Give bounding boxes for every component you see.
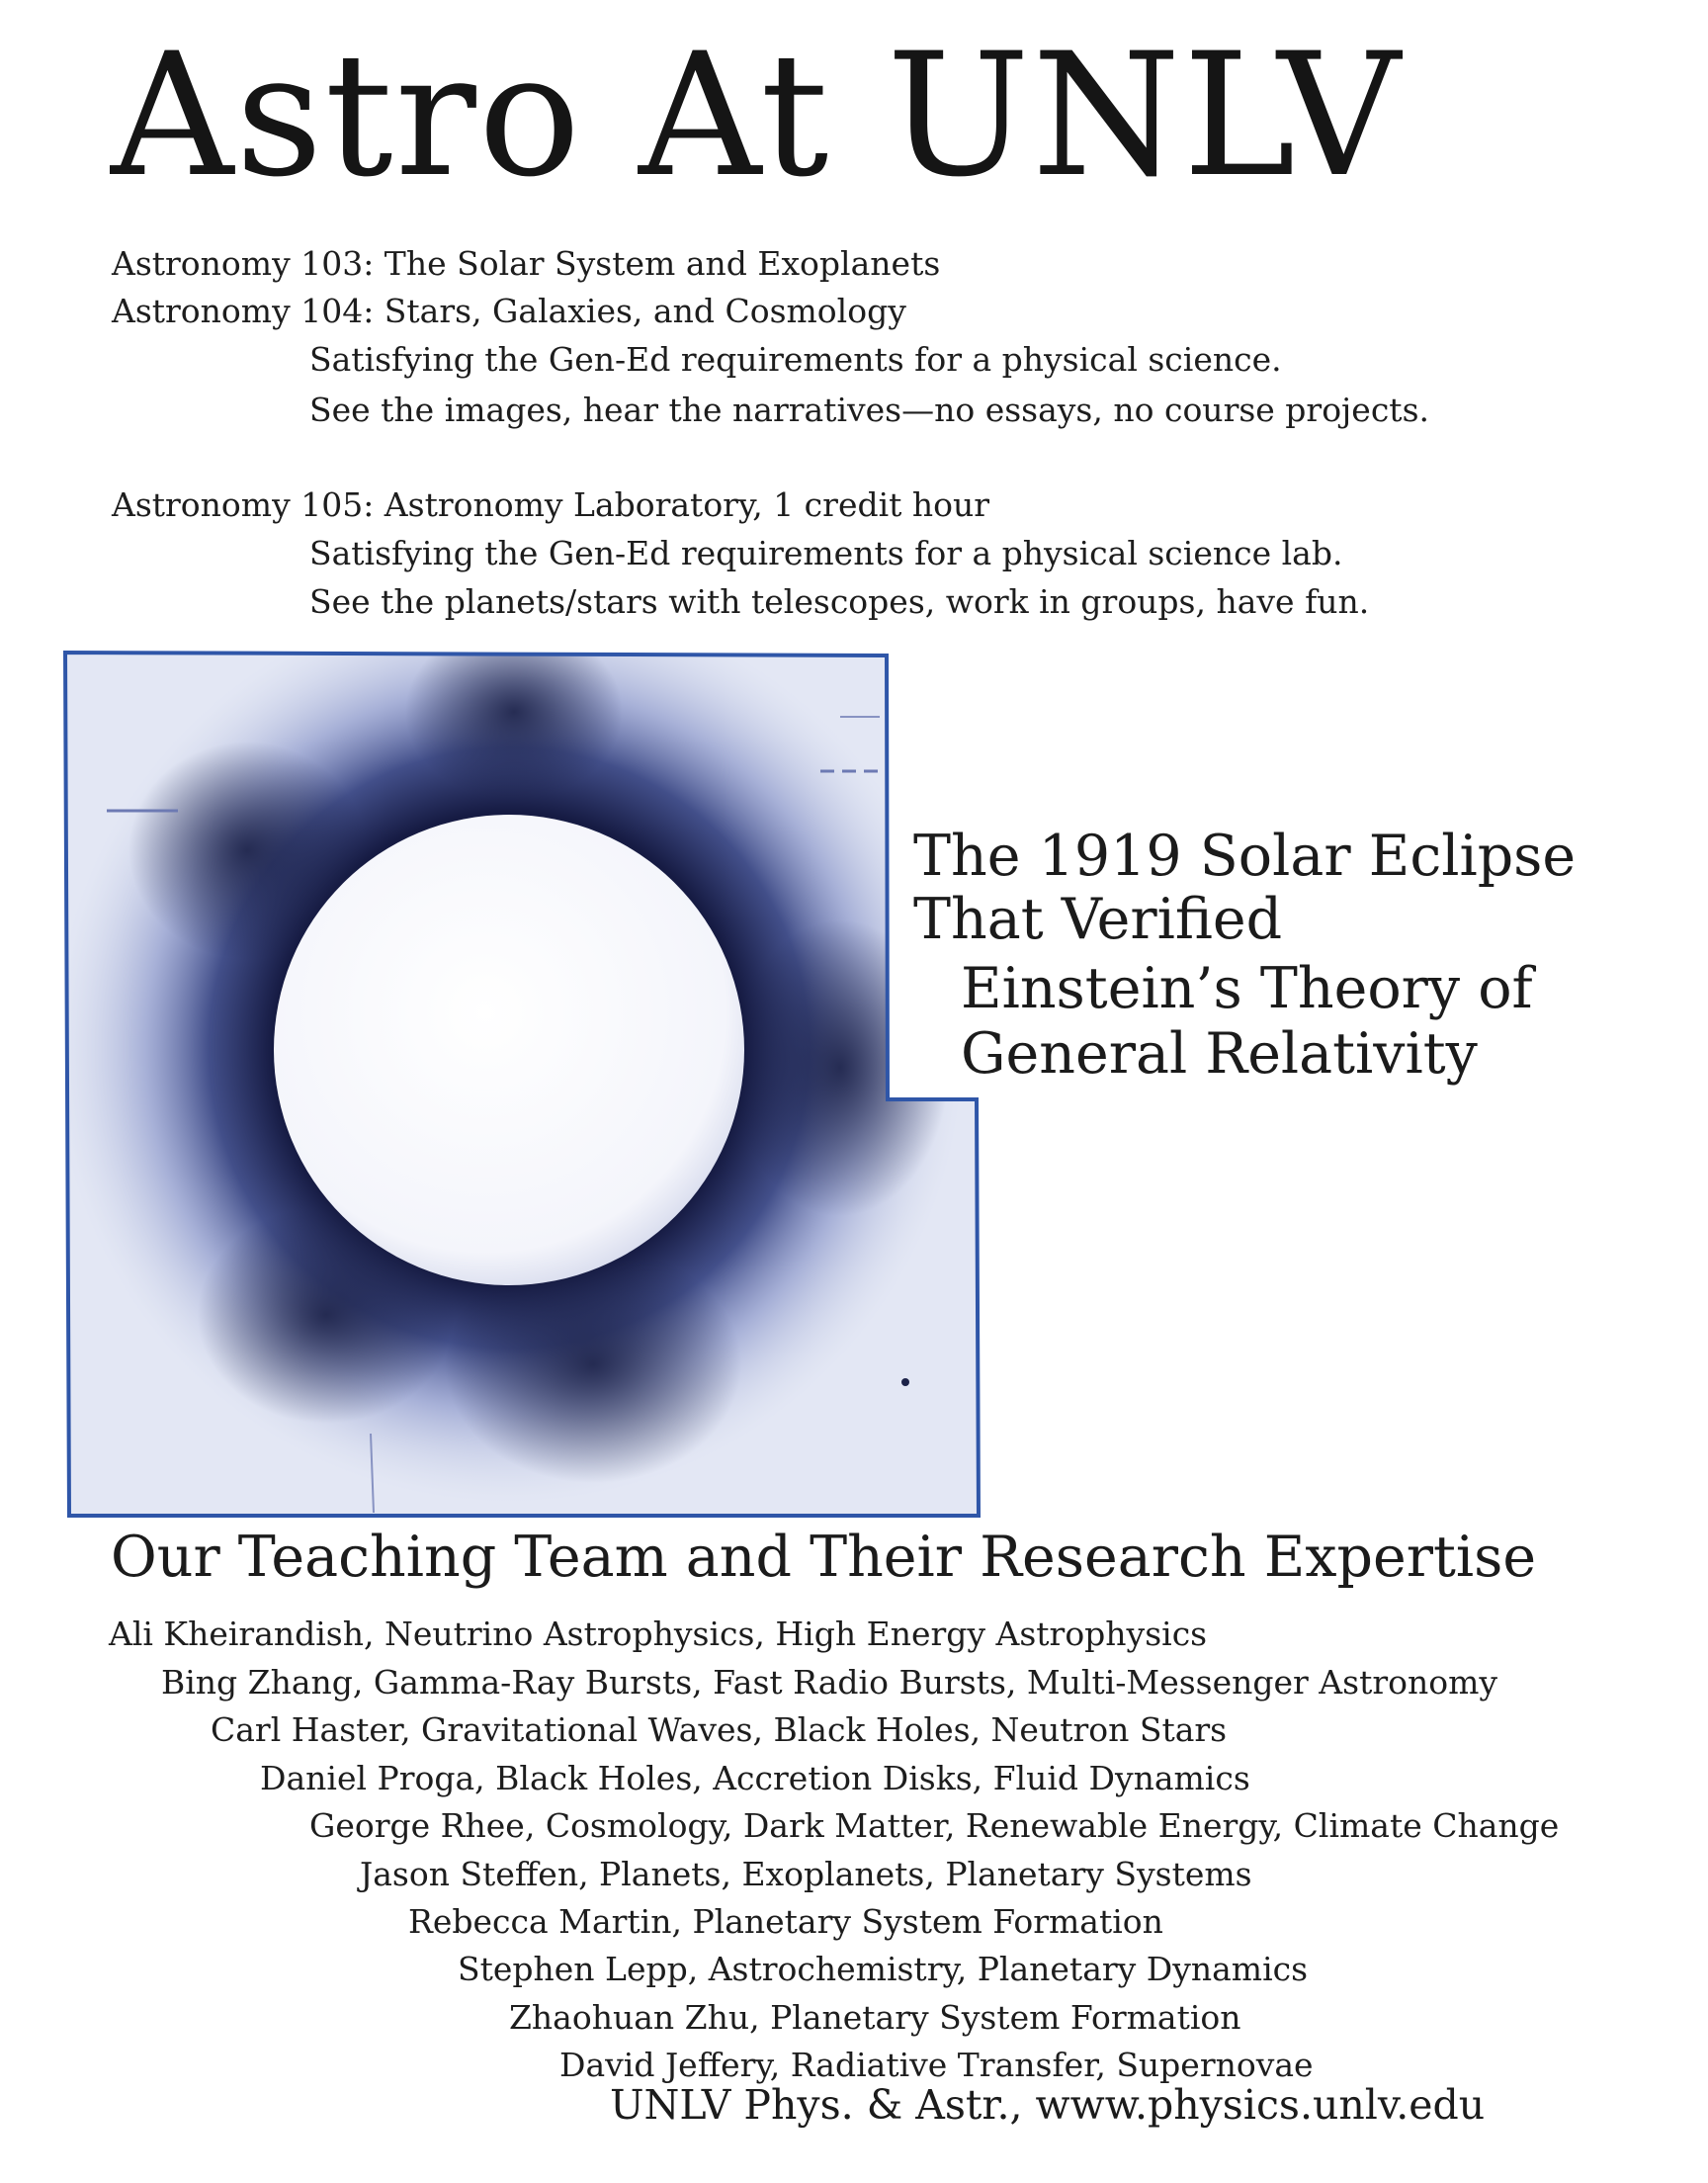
team-member: Rebecca Martin, Planetary System Formation [408,1902,1163,1941]
team-member: Ali Kheirandish, Neutrino Astrophysics, High Energy Astrophysics [109,1615,1208,1653]
eclipse-caption-line-4: General Relativity [961,1021,1478,1087]
course-note-lab-gen-ed: Satisfying the Gen-Ed requirements for a physical science lab. [309,534,1343,572]
eclipse-caption-line-2: That Verified [913,887,1283,952]
team-member: George Rhee, Cosmology, Dark Matter, Renewable Energy, Climate Change [309,1806,1560,1845]
course-line-astr104: Astronomy 104: Stars, Galaxies, and Cosmology [112,292,906,330]
footer-contact: UNLV Phys. & Astr., www.physics.unlv.edu [610,2081,1486,2129]
course-line-astr105: Astronomy 105: Astronomy Laboratory, 1 credit hour [112,485,990,524]
course-line-astr103: Astronomy 103: The Solar System and Exoplanets [112,244,941,283]
page-title: Astro At UNLV [111,16,1403,215]
eclipse-caption-line-3: Einstein’s Theory of [961,956,1533,1021]
team-member: Jason Steffen, Planets, Exoplanets, Planetary Systems [360,1855,1252,1893]
team-member: Stephen Lepp, Astrochemistry, Planetary Dynamics [458,1950,1309,1988]
course-note-gen-ed: Satisfying the Gen-Ed requirements for a physical science. [309,340,1282,379]
team-member: Daniel Proga, Black Holes, Accretion Disks, Fluid Dynamics [260,1759,1250,1797]
course-note-lab-activities: See the planets/stars with telescopes, work in groups, have fun. [309,582,1370,621]
team-member: Carl Haster, Gravitational Waves, Black Holes, Neutron Stars [211,1710,1228,1749]
team-member: Bing Zhang, Gamma-Ray Bursts, Fast Radio Bursts, Multi-Messenger Astronomy [161,1663,1498,1702]
team-member: David Jeffery, Radiative Transfer, Supernovae [559,2046,1314,2084]
course-note-format: See the images, hear the narratives—no essays, no course projects. [309,391,1429,429]
team-heading: Our Teaching Team and Their Research Expertise [111,1525,1537,1590]
eclipse-caption-line-1: The 1919 Solar Eclipse [913,824,1577,889]
team-member: Zhaohuan Zhu, Planetary System Formation [509,1998,1241,2037]
